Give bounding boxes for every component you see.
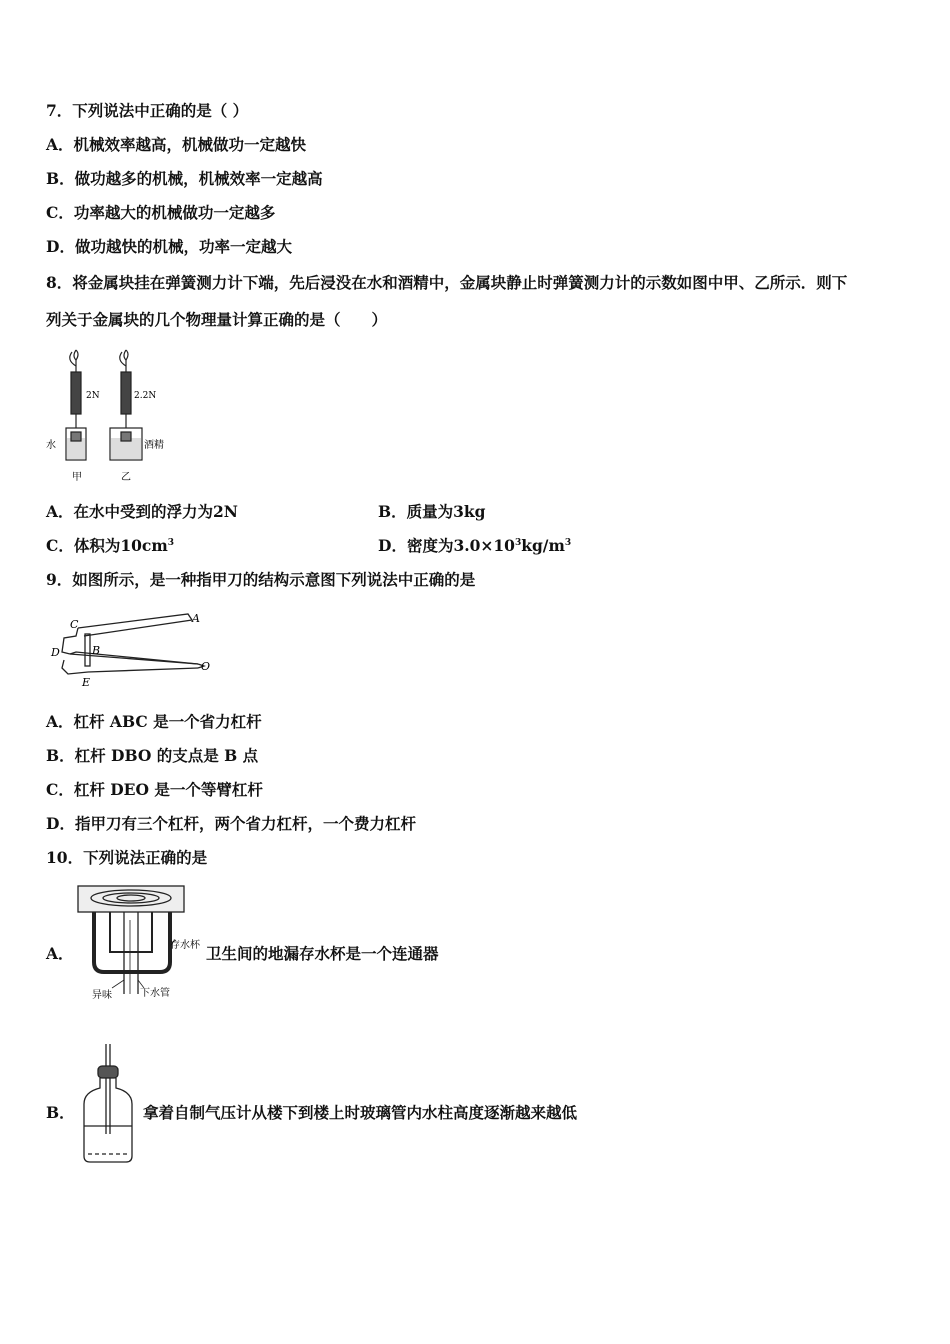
left-spring-scale (66, 350, 86, 460)
label-d: D (51, 646, 60, 659)
q8-option-c-text: C．体积为10cm (46, 536, 168, 555)
q9-option-c: C．杠杆 DEO 是一个等臂杠杆 (46, 780, 263, 799)
q8-option-a: A．在水中受到的浮力为2N (46, 502, 238, 521)
q8-stem-line2: 列关于金属块的几个物理量计算正确的是（ ） (46, 310, 388, 329)
caption-yi: 乙 (121, 472, 131, 483)
q9-option-d: D．指甲刀有三个杠杆，两个省力杠杆，一个费力杠杆 (46, 814, 416, 833)
q9-option-a: A．杠杆 ABC 是一个省力杠杆 (46, 712, 262, 731)
water-label: 水 (46, 440, 56, 451)
label-a: A (192, 612, 200, 625)
q10-barometer-figure (78, 1040, 140, 1166)
q7-option-a: A．机械效率越高，机械做功一定越快 (46, 135, 307, 154)
q7-option-d: D．做功越快的机械，功率一定越大 (46, 237, 292, 256)
q10-floor-drain-figure (72, 880, 212, 1004)
left-reading: 2N (86, 391, 100, 401)
q8-option-d-mid: kg/m (521, 536, 565, 555)
q10-option-b-letter: B． (46, 1103, 75, 1122)
q8-option-b: B．质量为3kg (378, 502, 486, 521)
q9-option-b: B．杠杆 DBO 的支点是 B 点 (46, 746, 259, 765)
label-b: B (92, 644, 101, 657)
q8-option-d-sup2: 3 (564, 537, 572, 548)
pipe-label: 下水管 (140, 988, 170, 999)
right-spring-scale (110, 350, 142, 460)
q8-option-d-sup1: 3 (514, 537, 522, 548)
q7-option-c: C．功率越大的机械做功一定越多 (46, 203, 276, 222)
label-c: C (70, 618, 79, 631)
q10-option-a-letter: A． (46, 944, 74, 963)
q9-stem: 9．如图所示，是一种指甲刀的结构示意图下列说法中正确的是 (46, 570, 476, 589)
q7-stem: 7．下列说法中正确的是（ ） (46, 101, 249, 120)
q9-nail-clipper-figure (48, 606, 218, 692)
alcohol-label: 酒精 (144, 440, 164, 451)
label-e: E (82, 676, 91, 689)
q8-option-d (378, 536, 571, 556)
q8-option-c (46, 536, 174, 556)
q8-option-d-text: D．密度为3.0×10 (378, 536, 515, 555)
q10-option-a-text: 卫生间的地漏存水杯是一个连通器 (206, 944, 439, 963)
q8-option-c-sup: 3 (167, 537, 175, 548)
caption-jia: 甲 (72, 472, 82, 483)
cup-label: 存水杯 (170, 940, 200, 951)
right-reading: 2.2N (134, 391, 157, 401)
q8-stem-line1: 8．将金属块挂在弹簧测力计下端，先后浸没在水和酒精中，金属块静止时弹簧测力计的示数如图中甲、乙所示．则下 (46, 273, 848, 292)
q8-spring-scale-figure (44, 348, 184, 486)
q7-option-b: B．做功越多的机械，机械效率一定越高 (46, 169, 323, 188)
q10-option-b-text: 拿着自制气压计从楼下到楼上时玻璃管内水柱高度逐渐越来越低 (143, 1103, 578, 1122)
q10-stem: 10．下列说法正确的是 (46, 848, 208, 867)
label-o: O (201, 660, 211, 673)
smell-label: 异味 (92, 990, 112, 1001)
